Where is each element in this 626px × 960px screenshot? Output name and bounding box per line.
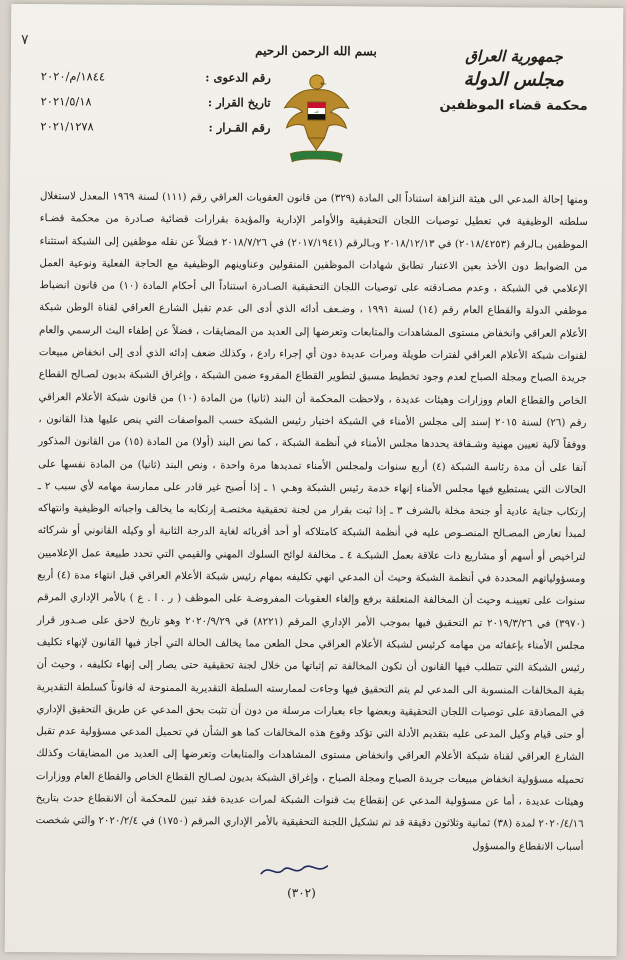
decision-number-value: ٢٠٢١/١٢٧٨ — [40, 119, 94, 134]
court-name: محكمة قضاء الموظفين — [439, 97, 588, 114]
judgment-paragraph: ومنها إحالة المدعي الى هيئة النزاهة استناداً الى المادة (٣٢٩) من قانون العقوبات العراقي رقم (١١١) لسنة ١٩٦٩ المعدل لاستغلال سلطته الوظيفية في تعطيل توصيات اللجان التحقيقية والأوامر الإدارية والمؤيدة بقرارات قضائية صـادرة من محكمة قضـاء الموظفين بـالرقم (٢٠١٨/٤٢٥٣) في ٢٠١٨/١٢/١٣ وبـالرقم (٢٠١٧/١٩٤١) في ٢٠١٨/٧/٢٦ فضلاً عن نقله موظفين إلى الشبكة استثناء من الضوابط دون الأخذ بعين الاعتبار تطابق شهادات الموظفين المنقولين وعناوينهم الوظيفية مع الحاجة الفعلية ونوعية العمل الإعلامي في الشبكة ، وعدم مصـادقته على توصيات اللجان التحقيقية الصـادرة استناداً الى أحكام المادة (١٠) من قانون انضباط موظفي الدولة والقطاع العام رقم (١٤) لسنة ١٩٩١ ، وضـعف أدائه الذي أدى الى عدم تقبل الشارع العراقي لقناة الوطن شبكة الأعلام العراقي وانخفاض مستوى المشاهدات والمتابعات وتعرضها إلى العديد من المضايقات ، فضلاً عن إطفاء البث الرسمي والعام لقنوات شبكة الأعلام العراقي لفترات طويلة ومرات عديدة دون أي إجراء رادع ، وكذلك ضعف إدائه الذي أدى إلى انخفاض مبيعات جريدة الصباح ومجلة الصباح لعدم وجود تخطيط مسبق لتطوير القطاع المقروء ضمن الشبكة ، وإغراق الشبكة بديون لصـالح القطاع الخاص والقطاع العام ووزارات وهيئات عديدة ، ولاحظت المحكمة أن البند (ثانيا) من المادة (١٠) من قانون شبكة الأعلام العراقي رقم (٢٦) لسنة ٢٠١٥ إسند إلى مجلس الأمناء في الشبكة اختيار رئيس الشبكة حسب المواصفات التي ينص عليها هذا القانون ، ووفقاً لآلية تعيين مهنية وشـفافة يحددها مجلس الأمناء في أنظمة الشبكة ، كما نص البند (أولا) من المادة (١٥) من القانون المذكور آنفا على أن مدة رئاسة الشبكة (٤) أربع سنوات ولمجلس الأمناء تمديدها مرة واحدة ، ونص البند (ثانيا) من المادة نفسها على الحالات التي يستطيع فيها مجلس الأمناء إنهاء خدمة رئيس الشبكة وهـي ١ ـ إذا أصبح غير قادر على ممارسة مهامه لأي سبب ٢ ـ إرتكاب جناية عادية أو جنحة مخلة بالشرف ٣ ـ إذا ثبت بقرار من لجنة تحقيقية مختصـة إرتكابه ما يخالف واجباته الوظيفية وانتهاكه لمبدأ تعارض المصـالح المنصـوص عليه في أنظمة الشبكة كامتلاكه أو أحد أقربائه لغاية الدرجة الثانية أو وكيله القانوني أو شركائه لتراخيص أو أسهم أو مشاريع ذات علاقة بعمل الشبكـة ٤ ـ مخالفة لوائح السلوك المهني والقيمي التي تحدد طبيعة عمل الإعلاميين ومسؤولياتهم المحددة في أنظمة الشبكة وحيث أن المدعي انهي تكليفه بمهام رئيس شبكة الأعلام العراقي قبل انتهاء مدة (٤) أربع سنوات على تعيينـه وحيث أن المخالفة المتعلقة برفع وإلغاء العقوبات المفروضـة على الموظف ( ر . ا . ع ) بالأمر الإداري المرقم (٣٩٧٠) في ٢٠١٩/٣/٢٦ تم التحقيق فيها بموجب الأمر الإداري المرقم (٨٢٢١) في ٢٠٢٠/٩/٢٩ وهو تاريخ لاحق على صـدور قرار مجلس الأمناء بإعفائه من مهامه كرئيس لشبكة الأعلام العراقي محل الطعن مما يخالف الحالة التي أجاز فيها القانون لإنهاء تكليف رئيس الشبكة التي تتطلب فيها القانون أن تكون المخالفة تم إثباتها من خلال لجنة تحقيقية حتى يصار إلى إنهاء تكليفه ، وحيث أن بقية المخالفات المنسوبة الى المدعي لم يتم التحقيق فيها وجاءت لممارسته السلطة التقديرية الممنوحة له قانوناً كسلطة التقديرية في المصادقة على توصيات اللجان التحقيقية وبعضها جاء بعبارات مرسلة من دون أن تثبت بحق المدعي عن طريق التحقيق الإداري أو حتى قيام وكيل المدعى عليه بتقديم الأدلة التي تؤكد وقوع هذه المخالفات كما هو الشأن في تحميل المدعي مسؤولية عدم تقبل الشارع العراقي لقناة شبكة الأعلام العراقي وانخفاض مستوى المشاهدات والمتابعات وتعرضها إلى العديد من المضايقات وكذلك تحميله مسؤولية انخفاض مبيعات جريدة الصباح ومجلة الصباح ، وإغراق الشبكة بديون لصـالح القطاع الخاص والقطاع العام ووزارات وهيئات عديدة ، أما عن مسؤولية المدعي عن إنقطاع بث قنوات الشبكة لمرات عديدة فقد تبين للمحكمة أن الانقطاع حدث بتاريخ ٢٠٢٠/٤/١٦ لمدة (٣٨) ثمانية وثلاثون دقيقة قد تم تشكيل اللجنة التحقيقية بالأمر الإداري المرقم (١٧٥٠) في ٢٠٢٠/٢/٤ والتي شخصت أسباب الانقطاع والمسؤول — [35, 191, 589, 853]
republic-title: جمهورية العراق — [465, 47, 563, 66]
page-mark: ٧ — [21, 31, 29, 48]
case-number-label: رقم الدعوى : — [205, 70, 271, 85]
decision-number-row — [40, 114, 270, 141]
svg-text:الله: الله — [314, 109, 319, 115]
decision-date-value: ٢٠٢١/٥/١٨ — [40, 94, 92, 109]
document-page — [5, 4, 624, 956]
case-info — [40, 64, 271, 141]
case-number-value: ١٨٤٤/م/٢٠٢٠ — [40, 69, 106, 84]
page-number: (٣٠٢) — [287, 885, 316, 901]
case-number-row — [41, 64, 271, 91]
court-header — [429, 47, 599, 114]
decision-date-label: تاريخ القرار : — [207, 95, 271, 110]
iraq-emblem-icon — [278, 68, 355, 169]
council-title: مجلس الدولة — [463, 69, 564, 91]
decision-number-label: رقم القـرار : — [208, 120, 271, 135]
decision-date-row — [41, 89, 271, 116]
signature-icon — [255, 858, 335, 883]
judgment-body — [35, 186, 588, 859]
basmala: بسم الله الرحمن الرحيم — [255, 43, 377, 59]
